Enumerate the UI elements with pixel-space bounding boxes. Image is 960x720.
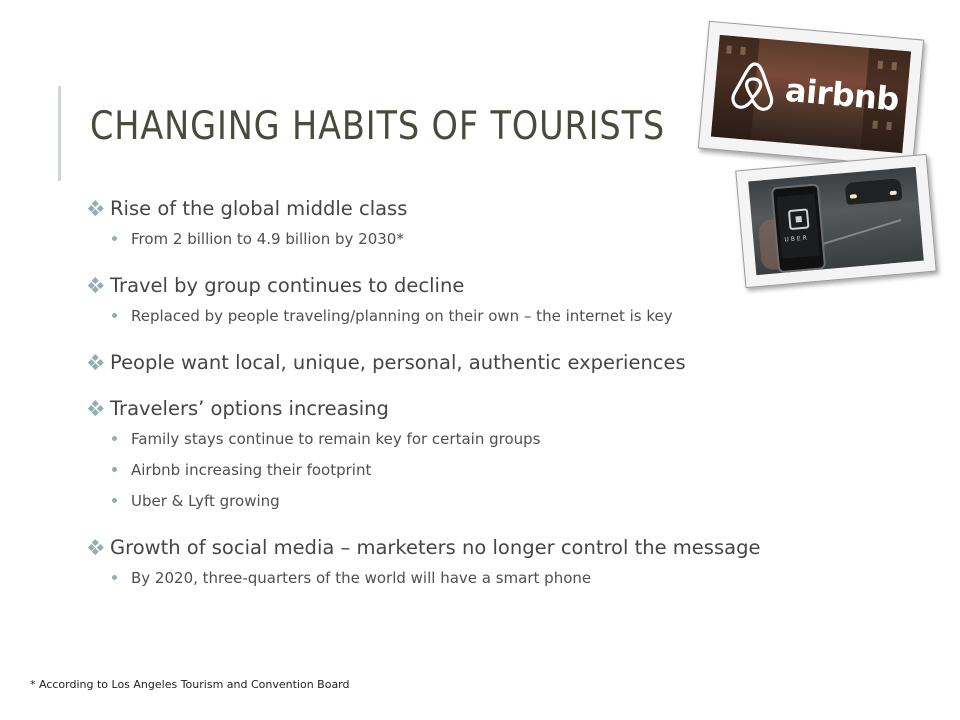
airbnb-wordmark: airbnb <box>783 70 901 119</box>
bullet-item <box>86 193 806 223</box>
diamond-bullet-icon <box>86 401 106 415</box>
bullet-text: People want local, unique, personal, authentic experiences <box>110 350 686 374</box>
sub-bullet-text: By 2020, three-quarters of the world will have a smart phone <box>131 568 592 587</box>
bullet-text: Travel by group continues to decline <box>110 273 465 297</box>
sub-bullet-text: Airbnb increasing their footprint <box>131 460 372 479</box>
dot-bullet-icon <box>112 313 117 318</box>
bullet-text: Growth of social media – marketers no longer control the message <box>110 535 761 559</box>
bullet-item <box>86 532 806 562</box>
diamond-bullet-icon <box>86 201 106 215</box>
bullet-item <box>86 347 806 377</box>
sub-bullet-text: Family stays continue to remain key for certain groups <box>131 429 541 448</box>
diamond-bullet-icon <box>86 540 106 554</box>
airbnb-photo-image <box>711 35 911 153</box>
uber-wordmark: UBER <box>784 234 810 244</box>
sub-bullet-item <box>86 300 806 331</box>
dot-bullet-icon <box>112 467 117 472</box>
diamond-bullet-icon <box>86 278 106 292</box>
title-accent-bar <box>58 86 61 181</box>
car-shape <box>845 178 903 205</box>
dot-bullet-icon <box>112 236 117 241</box>
slide-title: CHANGING HABITS OF TOURISTS <box>90 104 666 149</box>
sub-bullet-text: From 2 billion to 4.9 billion by 2030* <box>131 229 404 248</box>
dot-bullet-icon <box>112 498 117 503</box>
bullet-item <box>86 270 806 300</box>
bullet-text: Travelers’ options increasing <box>110 396 389 420</box>
bullet-item <box>86 393 806 423</box>
bullet-text: Rise of the global middle class <box>110 196 408 220</box>
sub-bullet-item <box>86 485 806 516</box>
sub-bullet-item <box>86 223 806 254</box>
sub-bullet-item <box>86 423 806 454</box>
sub-bullet-text: Replaced by people traveling/planning on their own – the internet is key <box>131 306 673 325</box>
sub-bullet-item <box>86 454 806 485</box>
footnote: * According to Los Angeles Tourism and Convention Board <box>30 678 350 691</box>
bullet-list <box>86 193 806 593</box>
sub-bullet-text: Uber & Lyft growing <box>131 491 280 510</box>
sub-bullet-item <box>86 562 806 593</box>
airbnb-logo-icon <box>727 56 780 116</box>
airbnb-photo <box>698 21 924 167</box>
dot-bullet-icon <box>112 575 117 580</box>
diamond-bullet-icon <box>86 355 106 369</box>
dot-bullet-icon <box>112 436 117 441</box>
